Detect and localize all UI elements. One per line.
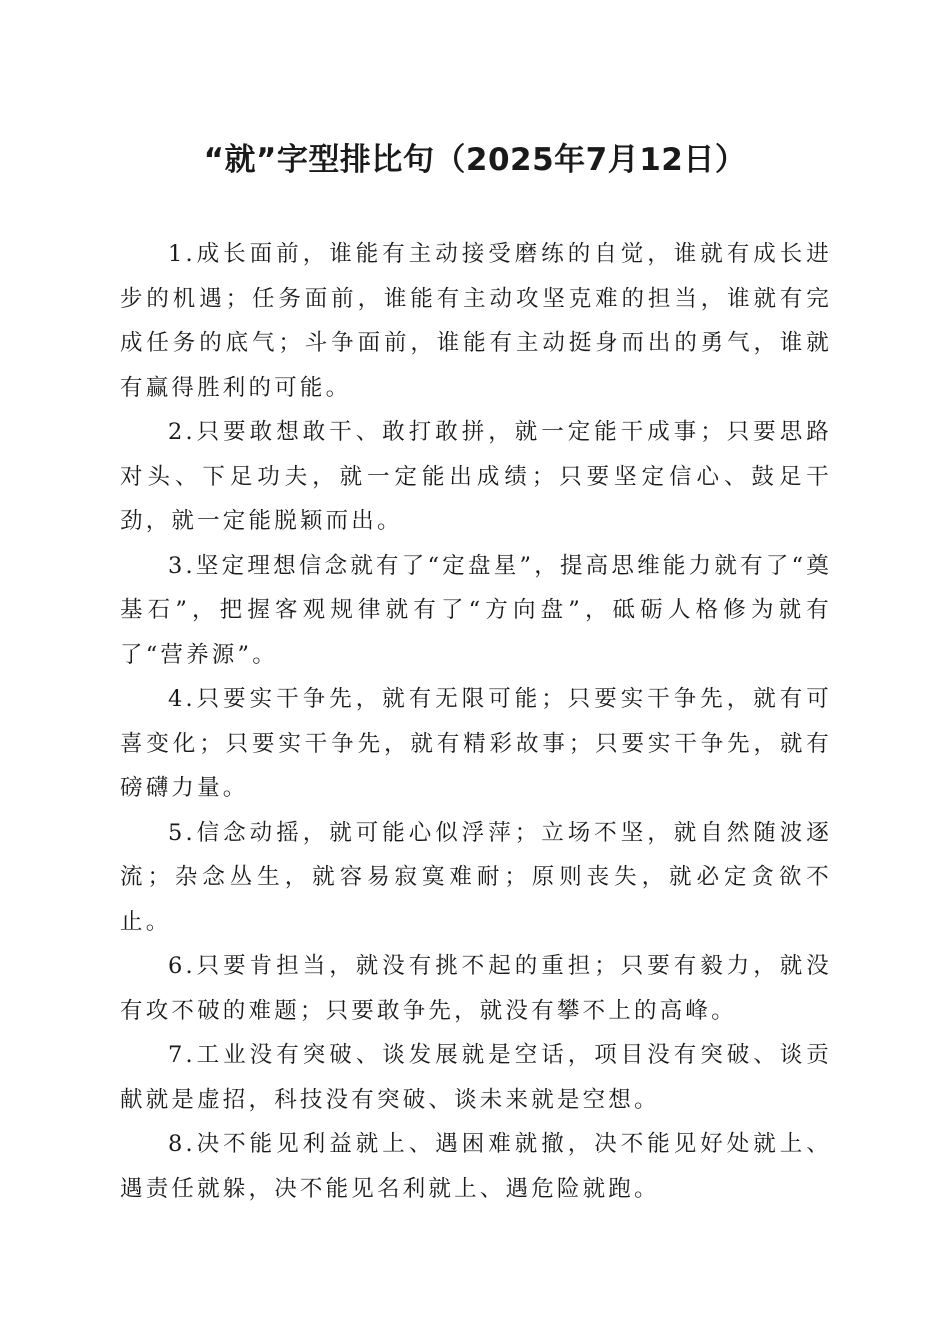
paragraph-7: 7.工业没有突破、谈发展就是空话，项目没有突破、谈贡献就是虚招，科技没有突破、谈未来就是空想。 bbox=[120, 1042, 832, 1113]
document-title: “就”字型排比句（2025年7月12日） bbox=[203, 142, 747, 178]
paragraph-3: 3.坚定理想信念就有了“定盘星”，提高思维能力就有了“奠基石”，把握客观规律就有了“方向盘”，砥砺人格修为就有了“营养源”。 bbox=[120, 552, 832, 668]
paragraph-4: 4.只要实干争先，就有无限可能；只要实干争先，就有可喜变化；只要实干争先，就有精彩故事；只要实干争先，就有磅礴力量。 bbox=[120, 686, 832, 801]
paragraph-5: 5.信念动摇，就可能心似浮萍；立场不坚，就自然随波逐流；杂念丛生，就容易寂寞难耐；原则丧失，就必定贪欲不止。 bbox=[120, 819, 832, 935]
paragraph-1: 1.成长面前，谁能有主动接受磨练的自觉，谁就有成长进步的机遇；任务面前，谁能有主动攻坚克难的担当，谁就有完成任务的底气；斗争面前，谁能有主动挺身而出的勇气，谁就有赢得胜利的可能。 bbox=[120, 241, 832, 401]
paragraph-8: 8.决不能见利益就上、遇困难就撤，决不能见好处就上、遇责任就躲，决不能见名利就上、遇危险就跑。 bbox=[120, 1131, 832, 1202]
document-body bbox=[120, 232, 832, 1211]
paragraph-6: 6.只要肯担当，就没有挑不起的重担；只要有毅力，就没有攻不破的难题；只要敢争先，就没有攀不上的高峰。 bbox=[120, 953, 832, 1024]
paragraph-2: 2.只要敢想敢干、敢打敢拼，就一定能干成事；只要思路对头、下足功夫，就一定能出成绩；只要坚定信心、鼓足干劲，就一定能脱颖而出。 bbox=[120, 419, 832, 534]
